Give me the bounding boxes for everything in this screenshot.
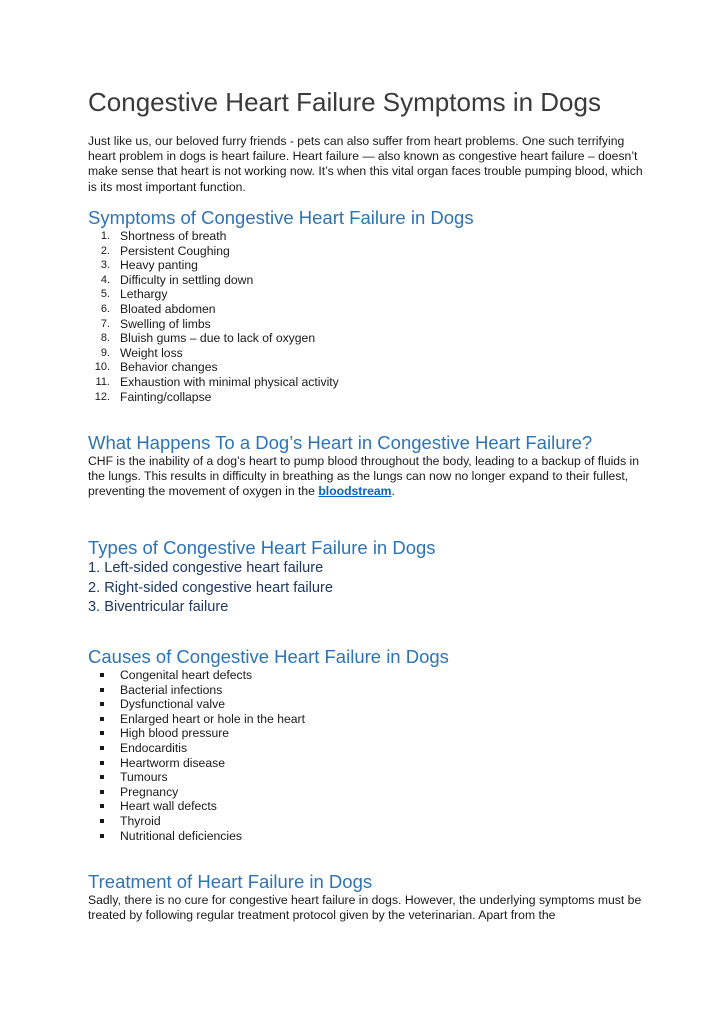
symptom-item	[88, 302, 648, 317]
what-happens-text-end: .	[391, 484, 395, 499]
square-bullet-icon	[100, 819, 104, 823]
cause-item	[88, 770, 648, 785]
symptom-text: Behavior changes	[120, 360, 218, 375]
cause-text: Dysfunctional valve	[120, 697, 225, 712]
cause-item	[88, 726, 648, 741]
square-bullet-icon	[100, 804, 104, 808]
square-bullet-icon	[100, 775, 104, 779]
cause-text: Thyroid	[120, 813, 161, 828]
symptom-text: Heavy panting	[120, 258, 198, 273]
causes-list	[88, 668, 648, 843]
symptom-item	[88, 317, 648, 332]
cause-item	[88, 829, 648, 844]
symptom-text: Fainting/collapse	[120, 389, 212, 404]
cause-item	[88, 668, 648, 683]
list-number: 8.	[100, 332, 110, 345]
cause-text: Pregnancy	[120, 784, 179, 799]
cause-text: Heartworm disease	[120, 755, 225, 770]
page-title: Congestive Heart Failure Symptoms in Dogs	[88, 87, 601, 117]
cause-item	[88, 697, 648, 712]
causes-heading: Causes of Congestive Heart Failure in Dogs	[88, 646, 449, 667]
symptom-item	[88, 273, 648, 288]
symptom-item	[88, 360, 648, 375]
list-number: 1.	[100, 230, 110, 242]
symptom-item	[88, 287, 648, 302]
cause-item	[88, 799, 648, 814]
what-happens-heading: What Happens To a Dog’s Heart in Congestive Heart Failure?	[88, 432, 593, 453]
list-number: 7.	[100, 317, 110, 330]
cause-item	[88, 785, 648, 800]
causes-section	[88, 646, 648, 843]
list-number: 3.	[100, 259, 110, 272]
square-bullet-icon	[100, 746, 104, 750]
cause-text: Tumours	[120, 770, 168, 785]
square-bullet-icon	[100, 731, 104, 735]
symptoms-list	[88, 229, 648, 404]
symptoms-section	[88, 207, 648, 404]
list-number: 11.	[95, 375, 110, 388]
what-happens-text: CHF is the inability of a dog’s heart to pump blood throughout the body, leading to a backup of fluids in the lungs. This results in difficulty in breathing as the lungs can now no longer expand to their fullest, preventing the movement of oxygen in the	[88, 454, 640, 499]
list-number: 2.	[100, 244, 110, 257]
square-bullet-icon	[100, 717, 104, 721]
square-bullet-icon	[100, 673, 104, 677]
symptom-text: Swelling of limbs	[120, 316, 211, 331]
symptom-item	[88, 331, 648, 346]
symptom-text: Lethargy	[120, 287, 168, 302]
symptom-text: Weight loss	[120, 345, 183, 360]
intro-paragraph: Just like us, our beloved furry friends - pets can also suffer from heart problems. One such terrifying heart problem in dogs is heart failure. Heart failure — also known as congestive heart failure – doesn’t make sense that heart is not working now. It’s when this vital organ faces trouble pumping blood, which is its most important function.	[88, 134, 643, 194]
list-number: 9.	[100, 346, 110, 359]
symptom-item	[88, 229, 648, 244]
cause-item	[88, 756, 648, 771]
symptom-text: Difficulty in settling down	[120, 272, 254, 287]
symptom-item	[88, 244, 648, 259]
square-bullet-icon	[100, 702, 104, 706]
symptom-item	[88, 375, 648, 390]
square-bullet-icon	[100, 688, 104, 692]
symptom-text: Exhaustion with minimal physical activity	[120, 374, 339, 389]
cause-text: Congenital heart defects	[120, 668, 253, 682]
type-item: 3. Biventricular failure	[88, 599, 229, 615]
what-happens-paragraph	[88, 454, 648, 500]
cause-item	[88, 712, 648, 727]
treatment-section	[88, 871, 648, 923]
types-list	[88, 559, 648, 618]
types-heading: Types of Congestive Heart Failure in Dogs	[88, 537, 436, 558]
treatment-heading: Treatment of Heart Failure in Dogs	[88, 871, 373, 892]
symptom-text: Shortness of breath	[120, 229, 227, 243]
symptom-text: Bluish gums – due to lack of oxygen	[120, 331, 316, 346]
cause-item	[88, 741, 648, 756]
symptom-item	[88, 346, 648, 361]
cause-text: Enlarged heart or hole in the heart	[120, 711, 305, 726]
treatment-paragraph: Sadly, there is no cure for congestive heart failure in dogs. However, the underlying symptoms must be treated by following regular treatment protocol given by the veterinarian. Apart from the	[88, 893, 642, 923]
symptom-item	[88, 258, 648, 273]
list-number: 10.	[94, 361, 110, 374]
symptom-text: Persistent Coughing	[120, 243, 230, 258]
intro-section	[88, 134, 648, 195]
cause-text: Heart wall defects	[120, 799, 217, 814]
bloodstream-link[interactable]: bloodstream	[318, 484, 392, 499]
what-happens-section	[88, 432, 648, 500]
list-number: 5.	[100, 288, 110, 301]
cause-text: Endocarditis	[120, 740, 188, 755]
square-bullet-icon	[100, 834, 104, 838]
square-bullet-icon	[100, 790, 104, 794]
types-section	[88, 537, 648, 618]
list-number: 12.	[94, 390, 110, 403]
cause-text: High blood pressure	[120, 726, 230, 741]
cause-text: Bacterial infections	[120, 682, 223, 697]
symptom-text: Bloated abdomen	[120, 301, 216, 316]
list-number: 6.	[100, 302, 110, 315]
symptoms-heading: Symptoms of Congestive Heart Failure in Dogs	[88, 207, 474, 228]
cause-item	[88, 683, 648, 698]
square-bullet-icon	[100, 761, 104, 765]
type-item: 2. Right-sided congestive heart failure	[88, 579, 333, 596]
symptom-item	[88, 390, 648, 405]
cause-item	[88, 814, 648, 829]
type-item: 1. Left-sided congestive heart failure	[88, 560, 324, 576]
list-number: 4.	[100, 273, 110, 286]
cause-text: Nutritional deficiencies	[120, 828, 242, 843]
